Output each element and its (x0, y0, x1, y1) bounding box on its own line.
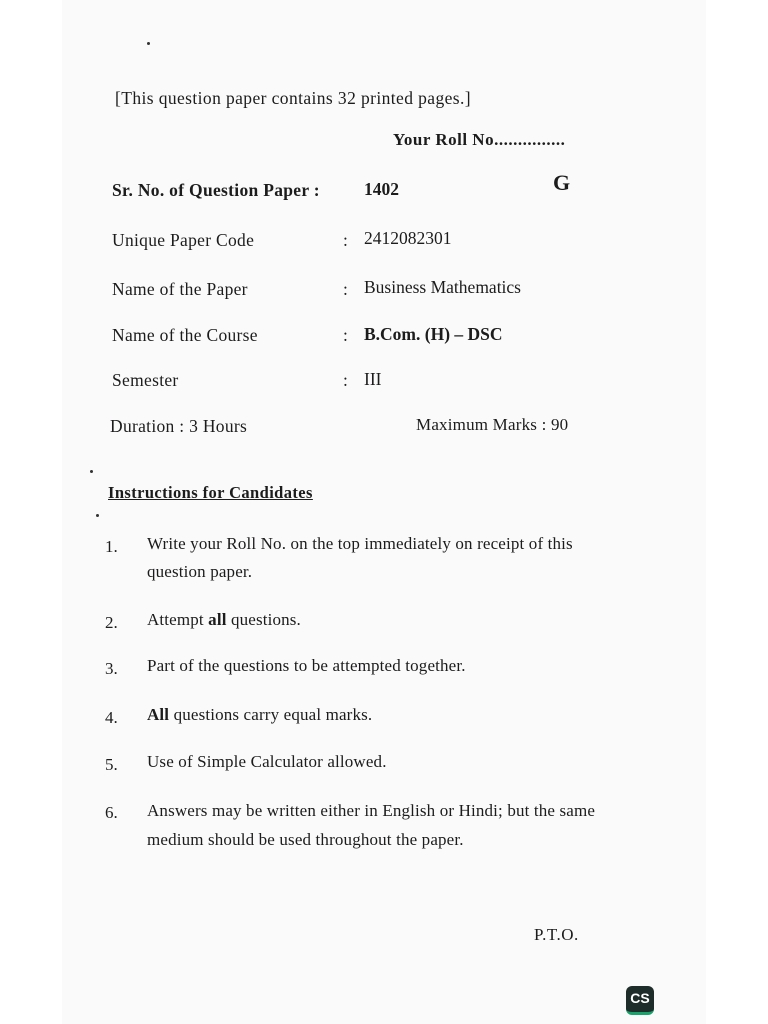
instruction-text: Part of the questions to be attempted together. (147, 656, 466, 675)
duration: Duration : 3 Hours (110, 416, 248, 436)
scan-speck (90, 470, 93, 473)
field-separator: : (343, 279, 348, 299)
instruction-text: Use of Simple Calculator allowed. (147, 752, 387, 771)
instruction-number: 4. (105, 708, 118, 727)
paper-name-label: Name of the Paper (112, 279, 248, 299)
instruction-text: Write your Roll No. on the top immediately on receipt of this question paper. (147, 534, 573, 581)
page-count-note: [This question paper contains 32 printed pages.] (115, 88, 471, 108)
instruction-text-part: questions carry equal marks. (169, 705, 373, 724)
field-separator: : (343, 325, 348, 345)
pto-marker: P.T.O. (534, 925, 579, 944)
instruction-number: 6. (105, 803, 118, 822)
course-name-label: Name of the Course (112, 325, 258, 345)
instruction-text: Answers may be written either in English or Hindi; but the same medium should be used throughout the paper. (147, 801, 596, 849)
paper-code-label: Unique Paper Code (112, 230, 255, 250)
instruction-number: 3. (105, 659, 118, 678)
field-separator: : (343, 230, 348, 250)
instruction-text (147, 606, 607, 634)
instruction-number: 5. (105, 755, 118, 774)
scan-speck (96, 514, 99, 517)
paper-code-value: 2412082301 (364, 228, 452, 248)
instruction-text-part: questions. (226, 610, 301, 629)
semester-label: Semester (112, 370, 179, 390)
instruction-text-part: Attempt (147, 610, 209, 629)
course-name-value: B.Com. (H) – DSC (364, 324, 503, 344)
instruction-number: 1. (105, 537, 118, 556)
semester-value: III (364, 369, 382, 389)
maximum-marks: Maximum Marks : 90 (416, 415, 569, 434)
sr-no-label: Sr. No. of Question Paper : (112, 180, 320, 200)
field-separator: : (343, 370, 348, 390)
instructions-heading: Instructions for Candidates (108, 483, 313, 502)
set-code: G (553, 170, 571, 195)
scan-speck (147, 42, 150, 45)
paper-name-value: Business Mathematics (364, 277, 521, 297)
roll-no-field: Your Roll No............... (393, 130, 566, 149)
instruction-emphasis: All (147, 705, 170, 724)
instruction-emphasis: all (208, 610, 227, 629)
sr-no-value: 1402 (364, 179, 399, 199)
instruction-number: 2. (105, 613, 118, 632)
scanner-logo: CS (626, 986, 654, 1015)
question-paper-page (62, 0, 706, 1024)
instruction-text (147, 701, 607, 729)
